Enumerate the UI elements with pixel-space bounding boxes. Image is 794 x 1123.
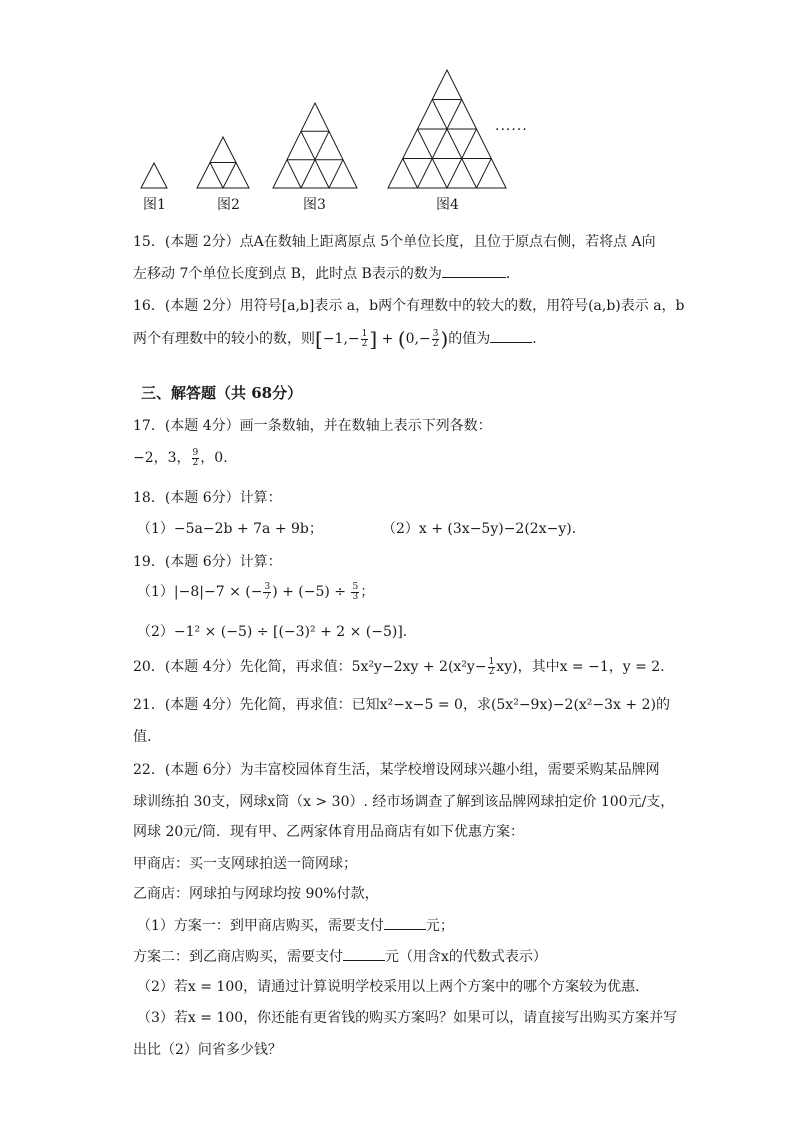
q22-line9: （3）若x = 100，你还能有更省钱的购买方案吗？如果可以，请直接写出购买方案并写 xyxy=(137,1010,678,1026)
figure-1-label: 图1 xyxy=(143,197,166,213)
q19-p1a: （1）|−8|−7 × (− xyxy=(137,584,263,600)
q18-part1: （1）−5a−2b + 7a + 9b； xyxy=(137,521,323,537)
q15-text: 左移动 7个单位长度到点 B，此时点 B表示的数为 xyxy=(133,266,442,282)
q22-line4: 甲商店：买一支网球拍送一筒网球； xyxy=(133,856,357,872)
q17-nums-a: −2，3， xyxy=(133,450,191,466)
q16-bracket-values: −1,− xyxy=(322,331,360,347)
q15-answer-blank xyxy=(442,263,506,278)
q22-line1: 22．(本题 6分）为丰富校园体育生活，某学校增设网球兴趣小组，需要采购某品牌网 xyxy=(133,762,660,778)
q19-frac2 xyxy=(351,583,359,602)
triangle-figures xyxy=(130,60,550,220)
q16-frac2-den: 2 xyxy=(432,338,439,349)
q18-part2: （2）x + (3x−5y)−2(2x−y). xyxy=(382,521,577,537)
q16-period: . xyxy=(532,331,537,347)
q17-nums-b: ，0. xyxy=(200,450,228,466)
figure-3-label: 图3 xyxy=(303,197,326,213)
q21-line1: 21．(本题 4分）先化简，再求值：已知x²−x−5 = 0，求(5x²−9x)−2(x²−3x + 2)的 xyxy=(133,697,670,713)
q19-p1c: ； xyxy=(360,584,375,600)
q20-frac xyxy=(488,658,496,677)
q16-line2 xyxy=(133,328,537,356)
q19-frac2-den: 3 xyxy=(352,591,359,602)
q19-line1: 19．(本题 6分）计算： xyxy=(133,554,282,570)
figure-ellipsis: ...... xyxy=(495,118,528,134)
q16-plus: + xyxy=(377,331,398,347)
q16-frac1 xyxy=(361,330,369,349)
q15-line1: 15．(本题 2分）点A在数轴上距离原点 5个单位长度，且位于原点右侧，若将点 A向 xyxy=(133,234,656,250)
q16-paren-open: ( xyxy=(397,327,406,351)
q22-plan2-text: 方案二：到乙商店购买，需要支付 xyxy=(133,949,343,965)
q16-frac1-num: 1 xyxy=(361,328,368,339)
q22-line8: （2）若x = 100，请通过计算说明学校采用以上两个方案中的哪个方案较为优惠. xyxy=(137,979,640,995)
section-3-heading: 三、解答题（共 68分） xyxy=(141,384,303,402)
q16-text: 两个有理数中的较小的数，则 xyxy=(133,331,315,347)
q15-line2 xyxy=(133,263,510,284)
q17-numbers xyxy=(133,448,228,474)
q19-p1b: ) + (−5) ÷ xyxy=(272,584,351,600)
q22-line7 xyxy=(133,946,547,967)
q17-line1: 17．(本题 4分）画一条数轴，并在数轴上表示下列各数： xyxy=(133,418,492,434)
q19-frac1-num: 3 xyxy=(264,581,271,592)
q20-frac-num: 1 xyxy=(488,656,495,667)
q16-paren-close: ) xyxy=(440,327,449,351)
q22-plan2-blank xyxy=(343,946,385,961)
q16-value-text: 的值为 xyxy=(448,331,491,347)
q16-answer-blank xyxy=(490,328,532,343)
q16-paren-values: 0,− xyxy=(405,331,431,347)
q19-frac1-den: 7 xyxy=(264,591,271,602)
q17-frac xyxy=(192,449,200,468)
figure-2-triangles xyxy=(197,137,249,188)
figure-4-triangles xyxy=(388,70,506,188)
q22-plan2-unit: 元（用含x的代数式表示） xyxy=(385,949,547,965)
q16-frac2-num: 3 xyxy=(432,328,439,339)
q22-line2: 球训练拍 30支，网球x筒（x > 30）. 经市场调查了解到该品牌网球拍定价 100元/支， xyxy=(133,794,675,810)
q19-part1 xyxy=(137,582,374,608)
q22-line3: 网球 20元/筒．现有甲、乙两家体育用品商店有如下优惠方案： xyxy=(133,824,524,840)
figure-3-triangles xyxy=(273,103,357,188)
figure-1-triangle xyxy=(141,163,167,188)
triangle-figures-svg xyxy=(130,60,550,220)
q17-frac-den: 2 xyxy=(192,457,199,468)
q20-line xyxy=(133,657,665,681)
q22-plan1-unit: 元； xyxy=(425,918,454,934)
q20-text-b: xy)，其中x = −1，y = 2. xyxy=(496,659,665,675)
q22-line5: 乙商店：网球拍与网球均按 90%付款， xyxy=(133,886,379,902)
q16-line1: 16．(本题 2分）用符号[a,b]表示 a，b两个有理数中的较大的数，用符号(a,b)表示 a，b xyxy=(133,298,685,314)
q19-frac2-num: 5 xyxy=(352,581,359,592)
q17-frac-num: 9 xyxy=(192,447,199,458)
q21-line2: 值. xyxy=(133,729,152,745)
figure-2-label: 图2 xyxy=(217,197,240,213)
q19-part2: （2）−1² × (−5) ÷ [(−3)² + 2 × (−5)]. xyxy=(137,624,408,640)
q20-frac-den: 2 xyxy=(488,666,495,677)
q18-line1: 18．(本题 6分）计算： xyxy=(133,490,282,506)
q16-bracket-open: [ xyxy=(315,327,323,351)
q16-frac1-den: 2 xyxy=(361,338,368,349)
q22-plan1-text: （1）方案一：到甲商店购买，需要支付 xyxy=(137,918,384,934)
q16-bracket-close: ] xyxy=(369,327,378,351)
q22-line6 xyxy=(137,915,454,936)
q16-frac2 xyxy=(432,330,440,349)
figure-4-label: 图4 xyxy=(436,197,459,213)
q22-line10: 出比（2）问省多少钱？ xyxy=(133,1042,282,1058)
q22-plan1-blank xyxy=(384,915,426,930)
q20-text-a: 20．(本题 4分）先化简，再求值：5x²y−2xy + 2(x²y− xyxy=(133,659,487,675)
q19-frac1 xyxy=(263,583,271,602)
q15-period: . xyxy=(505,266,511,282)
